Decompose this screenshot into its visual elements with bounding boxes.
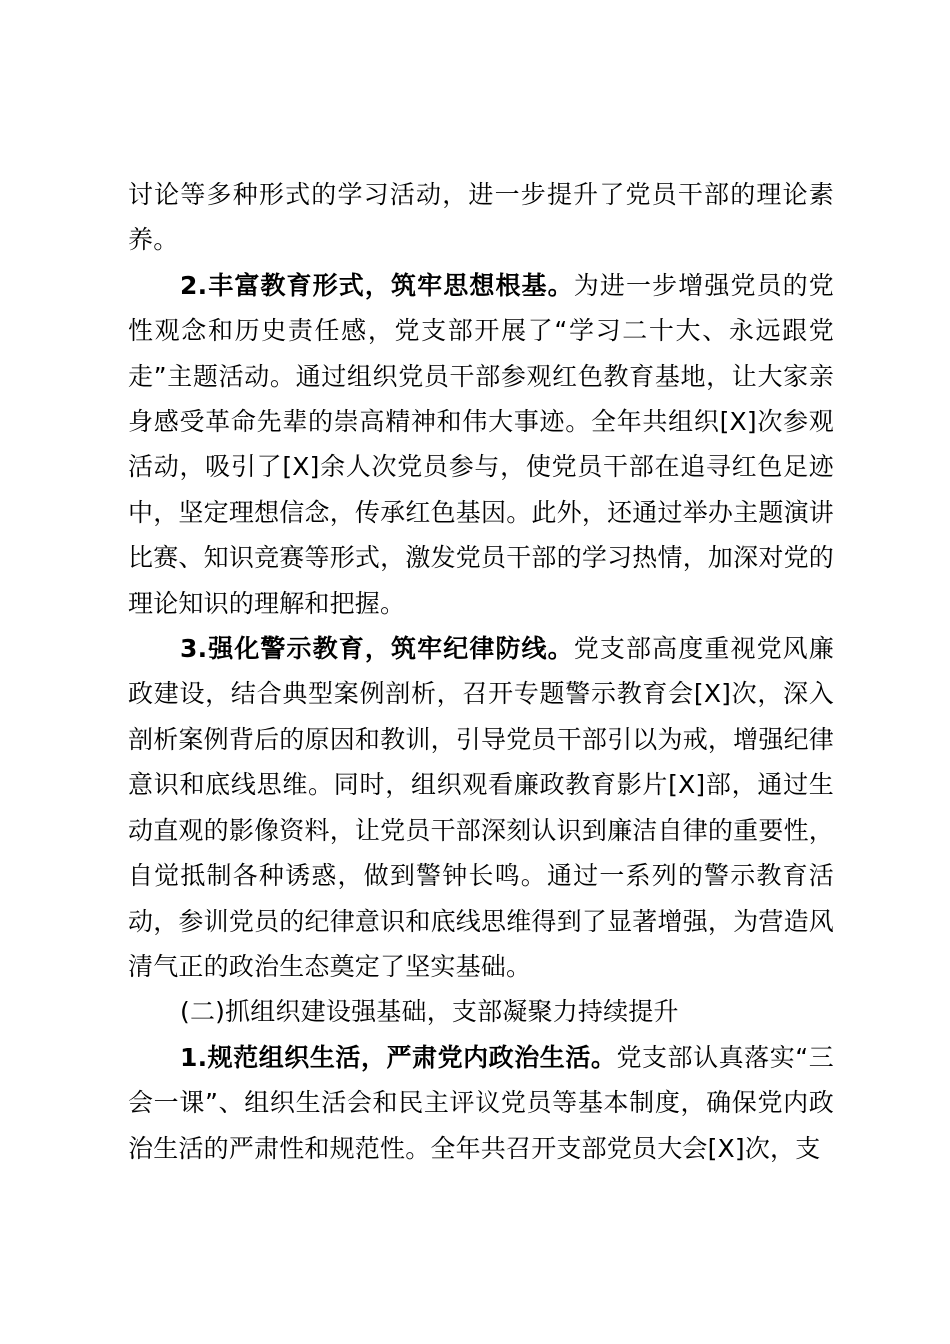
paragraph-continuation (128, 172, 834, 263)
paragraph-organization-life (128, 1035, 834, 1171)
section-heading-text: (二)抓组织建设强基础，支部凝聚力持续提升 (180, 997, 679, 1027)
paragraph-education-forms (128, 263, 834, 626)
paragraph-heading: 3.强化警示教育，筑牢纪律防线。 (180, 634, 574, 664)
document-body (128, 172, 834, 1171)
paragraph-text: 讨论等多种形式的学习活动，进一步提升了党员干部的理论素养。 (128, 180, 834, 255)
paragraph-heading: 2.丰富教育形式，筑牢思想根基。 (180, 270, 574, 300)
paragraph-text: 党支部认真落实“三会一课”、组织生活会和民主评议党员等基本制度，确保党内政治生活的严肃性和规范性。全年共召开支部党员大会[X]次，支 (128, 1042, 834, 1163)
section-heading (128, 989, 834, 1034)
paragraph-text: 为进一步增强党员的党性观念和历史责任感，党支部开展了“学习二十大、永远跟党走”主题活动。通过组织党员干部参观红色教育基地，让大家亲身感受革命先辈的崇高精神和伟大事迹。全年共组织[X]次参观活动，吸引了[X]余人次党员参与，使党员干部在追寻红色足迹中，坚定理想信念，传承红色基因。此外，还通过举办主题演讲比赛、知识竞赛等形式，激发党员干部的学习热情，加深对党的理论知识的理解和把握。 (128, 270, 834, 618)
paragraph-warning-education (128, 626, 834, 989)
paragraph-heading: 1.规范组织生活，严肃党内政治生活。 (180, 1042, 617, 1072)
paragraph-text: 党支部高度重视党风廉政建设，结合典型案例剖析，召开专题警示教育会[X]次，深入剖析案例背后的原因和教训，引导党员干部引以为戒，增强纪律意识和底线思维。同时，组织观看廉政教育影片[X]部，通过生动直观的影像资料，让党员干部深刻认识到廉洁自律的重要性，自觉抵制各种诱惑，做到警钟长鸣。通过一系列的警示教育活动，参训党员的纪律意识和底线思维得到了显著增强，为营造风清气正的政治生态奠定了坚实基础。 (128, 634, 834, 981)
